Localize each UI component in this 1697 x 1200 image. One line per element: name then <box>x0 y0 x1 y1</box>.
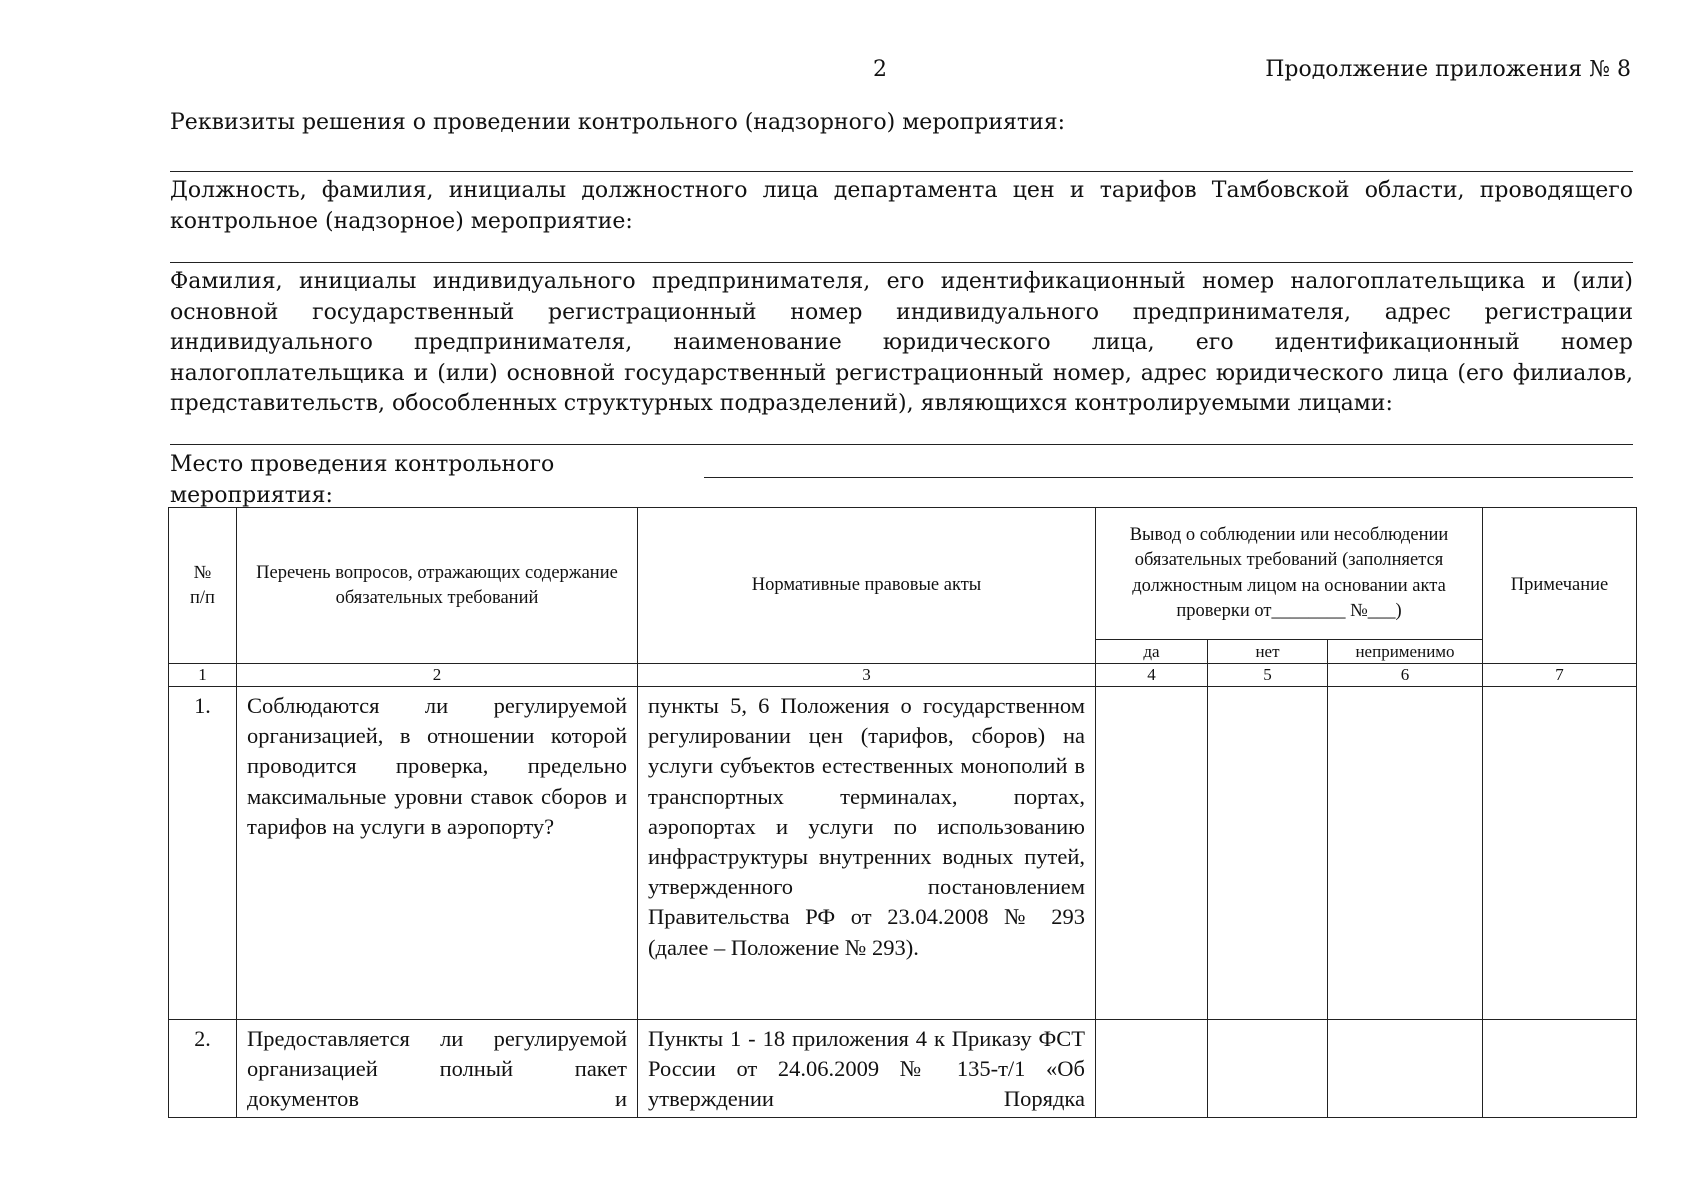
table-row <box>169 687 1637 1020</box>
row-acts: Пункты 1 - 18 приложения 4 к Приказу ФСТ России от 24.06.2009 № 135-т/1 «Об утверждении Порядка <box>638 1020 1096 1118</box>
controlled-persons-line <box>170 444 1633 445</box>
row-note-cell <box>1483 1020 1637 1118</box>
column-number: 6 <box>1328 664 1483 687</box>
page-number: 2 <box>873 57 887 82</box>
row-no-cell <box>1208 1020 1328 1118</box>
appendix-label: Продолжение приложения № 8 <box>1265 57 1631 82</box>
row-na-cell <box>1328 687 1483 1020</box>
row-question: Предоставляется ли регулируемой организацией полный пакет документов и <box>237 1020 638 1118</box>
row-number: 2. <box>169 1020 237 1118</box>
header-questions: Перечень вопросов, отражающих содержание обязательных требований <box>237 508 638 664</box>
row-number: 1. <box>169 687 237 1020</box>
row-note-cell <box>1483 687 1637 1020</box>
column-number: 1 <box>169 664 237 687</box>
column-number: 2 <box>237 664 638 687</box>
column-numbers-row <box>169 664 1637 687</box>
official-label: Должность, фамилия, инициалы должностного лица департамента цен и тарифов Тамбовской области, проводящего контрольное (надзорное) мероприятие: <box>170 178 1633 234</box>
column-number: 4 <box>1096 664 1208 687</box>
column-number: 7 <box>1483 664 1637 687</box>
header-acts: Нормативные правовые акты <box>638 508 1096 664</box>
header-row <box>169 508 1637 640</box>
table-row <box>169 1020 1637 1118</box>
header-yes: да <box>1096 640 1208 664</box>
header-conclusion: Вывод о соблюдении или несоблюдении обязательных требований (заполняется должностным лицом на основании акта проверки от________ №___) <box>1096 508 1483 640</box>
decision-details-label: Реквизиты решения о проведении контрольного (надзорного) мероприятия: <box>170 110 1066 135</box>
place-line <box>704 477 1633 478</box>
column-number: 3 <box>638 664 1096 687</box>
decision-details-line <box>170 171 1633 172</box>
checklist-table <box>168 507 1637 1118</box>
column-number: 5 <box>1208 664 1328 687</box>
header-num: № п/п <box>169 508 237 664</box>
row-acts: пункты 5, 6 Положения о государственном регулировании цен (тарифов, сборов) на услуги субъектов естественных монополий в транспортных терминалах, портах, аэропортах и услуги по использованию инфраструктуры внутренних водных путей, утвержденного постановлением Правительства РФ от 23.04.2008 № 293 (далее – Положение № 293). <box>638 687 1096 1020</box>
header-note: Примечание <box>1483 508 1637 664</box>
row-question: Соблюдаются ли регулируемой организацией, в отношении которой проводится проверка, предельно максимальные уровни ставок сборов и тарифов на услуги в аэропорту? <box>237 687 638 1020</box>
official-line <box>170 262 1633 263</box>
header-na: неприменимо <box>1328 640 1483 664</box>
controlled-persons-label: Фамилия, инициалы индивидуального предпринимателя, его идентификационный номер налогоплательщика и (или) основной государственный регистрационный номер индивидуального предпринимателя, адрес регистрации индивидуального предпринимателя, наименование юридического лица, его идентификационный номер налогоплательщика и (или) основной государственный регистрационный номер, адрес юридического лица (его филиалов, представительств, обособленных структурных подразделений), являющихся контролируемыми лицами: <box>170 269 1633 416</box>
header-no: нет <box>1208 640 1328 664</box>
row-yes-cell <box>1096 687 1208 1020</box>
row-no-cell <box>1208 687 1328 1020</box>
row-yes-cell <box>1096 1020 1208 1118</box>
row-na-cell <box>1328 1020 1483 1118</box>
place-label: Место проведения контрольного мероприятия: <box>170 452 555 508</box>
